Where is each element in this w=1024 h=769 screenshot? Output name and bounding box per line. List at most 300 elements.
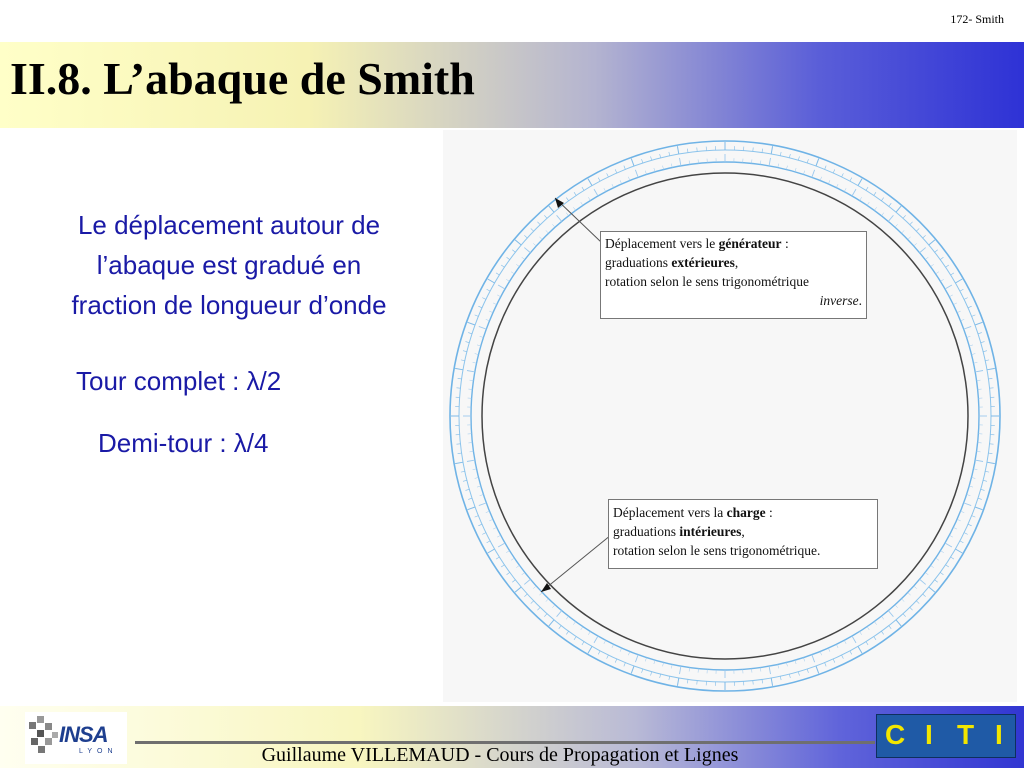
outer-graduation-tick <box>929 587 935 592</box>
outer-graduation-tick <box>615 659 617 663</box>
outer-graduation-tick <box>607 655 609 659</box>
inner-graduation-tick <box>888 215 893 221</box>
inner-graduation-tick <box>588 631 590 634</box>
outer-graduation-tick <box>501 265 504 267</box>
outer-graduation-tick <box>507 257 510 259</box>
outer-graduation-tick <box>607 173 609 177</box>
inner-graduation-tick <box>969 486 973 487</box>
inner-graduation-tick <box>874 207 876 210</box>
inner-graduation-tick <box>645 658 646 662</box>
inner-graduation-tick <box>552 224 555 227</box>
generator-text-3: rotation selon le sens trigonométrique <box>605 272 862 291</box>
outer-graduation-tick <box>833 169 835 173</box>
outer-graduation-tick <box>881 631 883 634</box>
inner-graduation-tick <box>581 627 583 630</box>
outer-graduation-tick <box>465 342 469 343</box>
outer-graduation-tick <box>987 368 995 369</box>
inner-graduation-tick <box>628 177 629 181</box>
inner-graduation-tick <box>594 636 598 643</box>
inner-graduation-tick <box>506 551 509 553</box>
interior-keyword: intérieures <box>679 524 741 539</box>
inner-graduation-tick <box>914 586 917 589</box>
outer-graduation-tick <box>951 273 954 275</box>
outer-graduation-tick <box>889 626 891 629</box>
insa-logo <box>25 712 127 764</box>
inner-graduation-tick <box>566 213 568 216</box>
outer-graduation-tick <box>615 169 617 173</box>
outer-graduation-tick <box>762 679 763 683</box>
inner-graduation-tick <box>477 345 481 346</box>
outer-graduation-tick <box>842 655 844 659</box>
inner-graduation-tick <box>852 636 856 643</box>
outer-graduation-tick <box>487 541 491 543</box>
outer-graduation-tick <box>858 179 862 186</box>
inner-graduation-tick <box>844 640 846 644</box>
load-annotation-box <box>608 499 878 569</box>
inner-graduation-tick <box>936 558 939 560</box>
charge-keyword: charge <box>727 505 766 520</box>
outer-graduation-tick <box>458 453 462 454</box>
full-turn-text: Tour complet : λ/2 <box>76 366 281 397</box>
outer-graduation-tick <box>985 471 989 472</box>
outer-graduation-tick <box>972 516 976 517</box>
outer-graduation-tick <box>762 149 763 153</box>
inner-graduation-tick <box>539 592 542 595</box>
outer-graduation-tick <box>955 549 962 553</box>
outer-graduation-tick <box>631 666 634 674</box>
outer-graduation-tick <box>935 580 938 582</box>
outer-graduation-tick <box>798 672 799 676</box>
outer-graduation-tick <box>501 565 504 567</box>
inner-graduation-tick <box>635 170 638 178</box>
inner-graduation-tick <box>493 527 497 529</box>
outer-graduation-tick <box>537 607 540 610</box>
outer-graduation-tick <box>651 672 652 676</box>
outer-graduation-tick <box>842 173 844 177</box>
load-text-3: rotation selon le sens trigonométrique. <box>613 541 873 560</box>
inner-graduation-tick <box>803 658 804 662</box>
inner-graduation-tick <box>795 168 796 172</box>
outer-graduation-tick <box>874 637 876 640</box>
outer-graduation-tick <box>825 663 826 667</box>
outer-graduation-tick <box>549 620 554 626</box>
outer-graduation-tick <box>807 669 808 673</box>
generator-keyword: générateur <box>719 236 782 251</box>
outer-graduation-tick <box>946 565 949 567</box>
inner-graduation-tick <box>828 180 830 184</box>
citi-letter-i2: I <box>995 719 1003 751</box>
inner-graduation-tick <box>594 189 598 196</box>
inner-graduation-tick <box>881 616 883 619</box>
inner-graduation-tick <box>467 460 475 461</box>
inner-graduation-tick <box>588 197 590 200</box>
inner-graduation-tick <box>566 616 568 619</box>
inner-graduation-tick <box>680 666 681 674</box>
outer-graduation-tick <box>669 152 670 156</box>
inner-graduation-tick <box>940 551 943 553</box>
body-line-1: Le déplacement autour de <box>18 205 440 245</box>
inner-graduation-tick <box>967 494 971 495</box>
inner-graduation-tick <box>920 248 926 253</box>
generator-text-2c: , <box>735 255 738 270</box>
outer-graduation-tick <box>896 206 901 212</box>
inner-graduation-tick <box>895 224 898 227</box>
outer-graduation-tick <box>960 541 964 543</box>
outer-graduation-tick <box>559 626 561 629</box>
outer-graduation-tick <box>687 679 688 683</box>
outer-graduation-tick <box>988 453 992 454</box>
generator-text-4b: . <box>859 293 862 308</box>
outer-graduation-tick <box>531 601 534 604</box>
outer-graduation-tick <box>507 572 510 574</box>
inner-graduation-tick <box>552 605 555 608</box>
inner-graduation-tick <box>539 237 542 240</box>
outer-graduation-tick <box>544 614 547 617</box>
outer-graduation-tick <box>798 156 799 160</box>
outer-graduation-tick <box>677 146 678 154</box>
generator-text-1a: Déplacement vers le <box>605 236 719 251</box>
outer-graduation-tick <box>833 659 835 663</box>
outer-graduation-tick <box>624 663 625 667</box>
inner-graduation-tick <box>803 171 804 175</box>
outer-graduation-tick <box>981 489 985 490</box>
outer-graduation-tick <box>923 235 926 238</box>
outer-graduation-tick <box>544 215 547 218</box>
inner-graduation-tick <box>936 272 939 274</box>
inner-graduation-tick <box>949 535 953 537</box>
body-line-3: fraction de longueur d’onde <box>18 285 440 325</box>
inner-graduation-tick <box>957 311 961 313</box>
outer-graduation-tick <box>524 594 527 597</box>
outer-graduation-tick <box>816 159 819 167</box>
inner-graduation-tick <box>964 503 972 506</box>
outer-graduation-tick <box>677 678 678 686</box>
inner-graduation-tick <box>506 279 509 281</box>
inner-graduation-tick <box>489 519 493 521</box>
citi-letter-i1: I <box>925 719 933 751</box>
inner-graduation-tick <box>901 230 904 233</box>
outer-graduation-tick <box>940 572 943 574</box>
outer-graduation-tick <box>465 489 469 490</box>
slide-number: 172- Smith <box>950 12 1004 27</box>
inner-graduation-tick <box>925 257 928 259</box>
slide-title: II.8. L’abaque de Smith <box>10 52 475 105</box>
insa-wordmark: INSA <box>59 722 108 748</box>
outer-graduation-tick <box>468 322 476 325</box>
outer-graduation-tick <box>582 642 584 645</box>
inner-graduation-tick <box>953 303 957 305</box>
outer-graduation-tick <box>850 651 852 655</box>
inner-graduation-tick <box>533 586 536 589</box>
inner-graduation-tick <box>908 592 911 595</box>
inner-graduation-tick <box>511 558 514 560</box>
inner-graduation-tick <box>467 371 475 372</box>
outer-graduation-tick <box>916 228 919 231</box>
inner-graduation-tick <box>620 180 622 184</box>
outer-graduation-tick <box>588 646 592 653</box>
outer-graduation-tick <box>524 235 527 238</box>
body-line-2: l’abaque est gradué en <box>18 245 440 285</box>
load-text-2a: graduations <box>613 524 679 539</box>
outer-graduation-tick <box>874 192 876 195</box>
outer-graduation-tick <box>478 524 482 526</box>
inner-graduation-tick <box>964 326 972 329</box>
inner-graduation-tick <box>957 519 961 521</box>
outer-graduation-tick <box>515 240 521 245</box>
outer-graduation-tick <box>780 152 781 156</box>
outer-graduation-tick <box>463 351 467 352</box>
outer-graduation-tick <box>482 533 486 535</box>
inner-graduation-tick <box>828 648 830 652</box>
inner-graduation-tick <box>524 579 530 584</box>
load-text-2c: , <box>741 524 744 539</box>
outer-graduation-tick <box>983 351 987 352</box>
inner-graduation-tick <box>516 264 519 266</box>
inner-graduation-tick <box>940 279 943 281</box>
inner-graduation-tick <box>836 644 838 648</box>
outer-graduation-tick <box>482 298 486 300</box>
inner-graduation-tick <box>836 184 838 188</box>
outer-graduation-tick <box>660 674 661 678</box>
outer-graduation-tick <box>475 516 479 517</box>
outer-graduation-tick <box>988 378 992 379</box>
half-turn-text: Demi-tour : λ/4 <box>98 428 269 459</box>
inner-graduation-tick <box>486 319 490 320</box>
outer-graduation-tick <box>582 187 584 190</box>
inner-graduation-tick <box>604 640 606 644</box>
outer-graduation-tick <box>624 166 625 170</box>
outer-graduation-tick <box>512 580 515 582</box>
inner-graduation-tick <box>654 168 655 172</box>
inner-graduation-tick <box>895 605 898 608</box>
inner-graduation-tick <box>888 611 893 617</box>
outer-graduation-tick <box>642 159 643 163</box>
exterior-keyword: extérieures <box>671 255 734 270</box>
outer-graduation-tick <box>588 179 592 186</box>
outer-graduation-tick <box>978 333 982 334</box>
outer-graduation-tick <box>789 154 790 158</box>
inner-graduation-tick <box>497 535 501 537</box>
outer-graduation-tick <box>881 198 883 201</box>
inner-graduation-tick <box>975 460 983 461</box>
inner-graduation-tick <box>881 213 883 216</box>
outer-graduation-tick <box>978 498 982 499</box>
inner-graduation-tick <box>769 158 770 166</box>
outer-graduation-tick <box>461 360 465 361</box>
inner-graduation-tick <box>612 644 614 648</box>
graduation-ticks <box>451 142 999 690</box>
inner-graduation-tick <box>680 158 681 166</box>
inner-graduation-tick <box>604 188 606 192</box>
outer-graduation-tick <box>512 250 515 252</box>
inner-graduation-tick <box>930 264 933 266</box>
inner-graduation-tick <box>557 611 562 617</box>
generator-arrow-head <box>555 198 564 208</box>
outer-graduation-tick <box>574 192 576 195</box>
outer-graduation-tick <box>983 480 987 481</box>
inner-graduation-tick <box>493 303 497 305</box>
outer-graduation-tick <box>496 557 499 559</box>
inner-graduation-tick <box>860 197 862 200</box>
inner-graduation-tick <box>967 336 971 337</box>
outer-graduation-tick <box>889 203 891 206</box>
outer-graduation-tick <box>574 637 576 640</box>
outer-graduation-tick <box>660 154 661 158</box>
inner-graduation-tick <box>945 285 952 289</box>
insa-subtitle: LYON <box>79 748 118 755</box>
inner-graduation-tick <box>820 652 821 656</box>
inner-graduation-tick <box>645 171 646 175</box>
outer-graduation-tick <box>771 146 772 154</box>
citi-letter-t: T <box>957 719 974 751</box>
outer-graduation-tick <box>515 587 521 592</box>
outer-graduation-tick <box>968 524 972 526</box>
outer-graduation-tick <box>858 646 862 653</box>
outer-graduation-tick <box>903 614 906 617</box>
inner-graduation-tick <box>480 336 484 337</box>
outer-graduation-tick <box>985 360 989 361</box>
outer-graduation-tick <box>987 462 995 463</box>
inner-graduation-tick <box>489 311 493 313</box>
outer-graduation-tick <box>478 306 482 308</box>
outer-scale-ring <box>450 141 1000 691</box>
outer-graduation-tick <box>960 289 964 291</box>
inner-graduation-tick <box>961 319 965 320</box>
smith-chart-panel <box>443 130 1017 702</box>
outer-graduation-tick <box>975 507 983 510</box>
inner-graduation-tick <box>812 170 815 178</box>
inner-graduation-tick <box>581 202 583 205</box>
load-text-1a: Déplacement vers la <box>613 505 727 520</box>
inner-graduation-tick <box>795 660 796 664</box>
outer-graduation-tick <box>955 279 962 283</box>
outer-graduation-tick <box>816 666 819 674</box>
outer-graduation-tick <box>531 228 534 231</box>
load-arrow-line <box>541 535 611 592</box>
inner-graduation-tick <box>479 326 487 329</box>
inner-graduation-tick <box>975 371 983 372</box>
inner-graduation-tick <box>820 177 821 181</box>
outer-graduation-tick <box>903 215 906 218</box>
inner-graduation-tick <box>969 345 973 346</box>
inner-graduation-tick <box>949 295 953 297</box>
outer-graduation-tick <box>687 149 688 153</box>
outer-graduation-tick <box>968 306 972 308</box>
inner-graduation-tick <box>486 511 490 512</box>
inner-graduation-tick <box>524 248 530 253</box>
inner-graduation-tick <box>914 243 917 246</box>
outer-graduation-tick <box>946 265 949 267</box>
outer-graduation-tick <box>981 342 985 343</box>
outer-graduation-tick <box>975 322 983 325</box>
outer-graduation-tick <box>566 631 568 634</box>
outer-graduation-tick <box>642 669 643 673</box>
inner-graduation-tick <box>908 237 911 240</box>
inner-graduation-tick <box>557 215 562 221</box>
outer-graduation-tick <box>488 549 495 553</box>
inner-graduation-tick <box>546 230 549 233</box>
inner-graduation-tick <box>497 295 501 297</box>
inner-graduation-tick <box>522 257 525 259</box>
load-text-1c: : <box>766 505 773 520</box>
outer-graduation-tick <box>455 462 463 463</box>
outer-graduation-tick <box>463 480 467 481</box>
outer-graduation-tick <box>940 257 943 259</box>
outer-graduation-tick <box>458 378 462 379</box>
outer-graduation-tick <box>487 289 491 291</box>
inner-graduation-tick <box>620 648 622 652</box>
outer-graduation-tick <box>566 198 568 201</box>
outer-graduation-tick <box>488 279 495 283</box>
inner-graduation-tick <box>812 655 815 663</box>
inner-graduation-tick <box>516 565 519 567</box>
inner-graduation-tick <box>953 527 957 529</box>
outer-graduation-tick <box>825 166 826 170</box>
inner-graduation-tick <box>573 621 575 624</box>
outer-graduation-tick <box>461 471 465 472</box>
outer-graduation-tick <box>866 187 868 190</box>
citi-letter-c: C <box>885 719 905 751</box>
outer-graduation-tick <box>598 651 600 655</box>
inner-graduation-tick <box>844 188 846 192</box>
inner-graduation-tick <box>533 243 536 246</box>
inner-graduation-tick <box>635 655 638 663</box>
footer-text: Guillaume VILLEMAUD - Cours de Propagation et Lignes <box>0 744 1000 767</box>
outer-scale-inner-ring <box>459 150 991 682</box>
inner-graduation-tick <box>480 494 484 495</box>
inner-graduation-tick <box>479 503 487 506</box>
outer-graduation-tick <box>598 178 600 182</box>
inner-graduation-tick <box>477 486 481 487</box>
outer-graduation-tick <box>549 206 554 212</box>
inner-graduation-tick <box>874 621 876 624</box>
inner-graduation-tick <box>867 202 869 205</box>
outer-graduation-tick <box>929 240 935 245</box>
outer-graduation-tick <box>631 159 634 167</box>
outer-graduation-tick <box>910 222 913 225</box>
inner-graduation-tick <box>961 511 965 512</box>
inner-graduation-tick <box>573 207 575 210</box>
outer-graduation-tick <box>789 674 790 678</box>
outer-graduation-tick <box>910 607 913 610</box>
outer-graduation-tick <box>807 159 808 163</box>
outer-graduation-tick <box>537 222 540 225</box>
outer-graduation-tick <box>669 676 670 680</box>
outer-graduation-tick <box>951 557 954 559</box>
outer-graduation-tick <box>468 507 476 510</box>
outer-graduation-tick <box>651 156 652 160</box>
outer-graduation-tick <box>923 594 926 597</box>
outer-graduation-tick <box>468 498 472 499</box>
outer-graduation-tick <box>964 533 968 535</box>
outer-graduation-tick <box>475 315 479 316</box>
outer-graduation-tick <box>455 368 463 369</box>
outer-graduation-tick <box>771 678 772 686</box>
inner-graduation-tick <box>901 599 904 602</box>
outer-graduation-tick <box>468 333 472 334</box>
smith-chart <box>443 130 1017 702</box>
inner-graduation-tick <box>628 652 629 656</box>
inner-graduation-tick <box>860 631 862 634</box>
inner-graduation-tick <box>852 189 856 196</box>
inner-graduation-tick <box>522 572 525 574</box>
inner-graduation-tick <box>498 543 505 547</box>
generator-annotation-box <box>600 231 867 319</box>
inner-graduation-tick <box>654 660 655 664</box>
inner-graduation-tick <box>945 543 952 547</box>
outer-graduation-tick <box>780 676 781 680</box>
outer-graduation-tick <box>964 298 968 300</box>
